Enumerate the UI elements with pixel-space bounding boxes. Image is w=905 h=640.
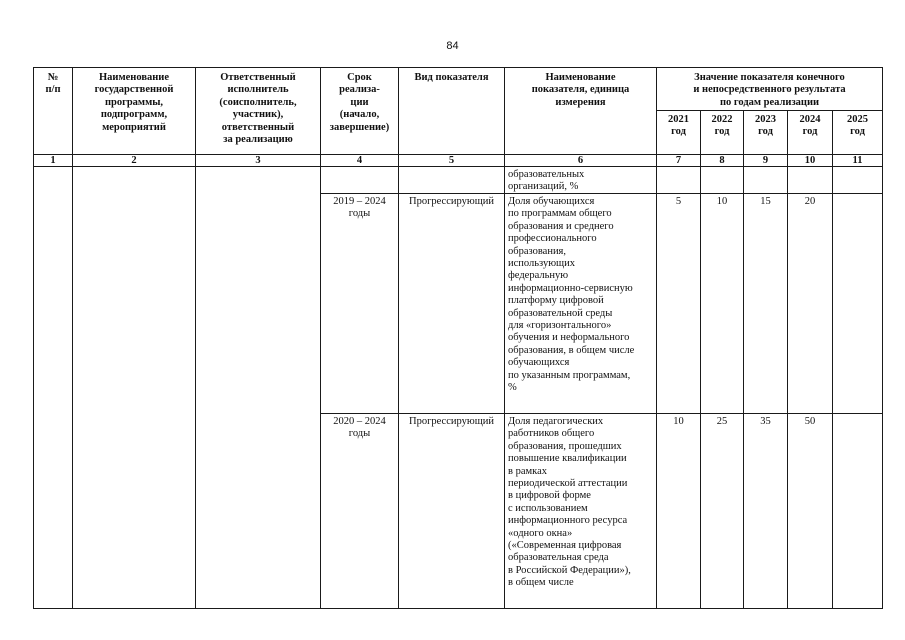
table-row-indicator: Доля педагогических работников общего образования, прошедших повышение квалификации в рамках периодической аттестации в цифровой форме с использованием информационного ресурса «одного окна» («Современная цифровая образовательная среда в Российской Федерации»), в общем числе xyxy=(508,416,631,589)
header-term: Срок реализа- ции (начало, завершение) xyxy=(329,72,390,133)
header-indicator-name: Наименование показателя, единица измерения xyxy=(531,72,630,108)
table-cell-2021: 10 xyxy=(673,416,684,427)
table-row-type: Прогрессирующий xyxy=(408,416,495,427)
col-number-9: 9 xyxy=(762,155,769,166)
col-number-5: 5 xyxy=(448,155,455,166)
col-number-10: 10 xyxy=(804,155,816,166)
col-line-0 xyxy=(33,67,34,609)
table-cell-2023: 15 xyxy=(760,196,771,207)
col-line-4 xyxy=(398,67,399,609)
header-year-2021: 2021 год xyxy=(668,114,689,138)
col-number-6: 6 xyxy=(577,155,584,166)
page-number: 84 xyxy=(446,40,459,52)
header-program-name: Наименование государственной программы, подпрограмм, мероприятий xyxy=(94,72,174,133)
table-border-top xyxy=(33,67,883,68)
table-border-bottom xyxy=(33,608,883,609)
header-year-2024: 2024 год xyxy=(799,114,821,138)
header-values: Значение показателя конечного и непосредственного результата по годам реализации xyxy=(693,72,846,108)
table-cell-2022: 10 xyxy=(716,196,728,207)
table-row-indicator: Доля обучающихся по программам общего образования и среднего профессионального образования, использующих федеральную информационно-сервисную платформу цифровой образовательной среды для «горизонтального» обучения и неформального образования, в общем числе обучающихся по указанным программам, % xyxy=(508,196,635,394)
col-number-2: 2 xyxy=(131,155,137,166)
col-number-4: 4 xyxy=(356,155,363,166)
header-year-2023: 2023 год xyxy=(755,114,776,138)
table-cell-2021: 5 xyxy=(675,196,682,207)
col-line-7 xyxy=(700,110,701,609)
table-row-term: 2019 – 2024 годы xyxy=(333,196,386,220)
header-indicator-type: Вид показателя xyxy=(414,72,489,83)
col-line-3 xyxy=(320,67,321,609)
col-line-2 xyxy=(195,67,196,609)
table-cell-2024: 20 xyxy=(804,196,816,207)
col-number-7: 7 xyxy=(675,155,682,166)
header-executor: Ответственный исполнитель (соисполнитель, участник), ответственный за реализацию xyxy=(219,72,297,146)
header-year-2025: 2025 год xyxy=(847,114,868,138)
col-line-9 xyxy=(787,110,788,609)
col-number-8: 8 xyxy=(719,155,725,166)
table-cell-2023: 35 xyxy=(760,416,771,427)
table-cell-2024: 50 xyxy=(804,416,816,427)
col-number-11: 11 xyxy=(852,155,863,166)
col-line-6 xyxy=(656,67,657,609)
col-line-1 xyxy=(72,67,73,609)
years-divider xyxy=(656,110,883,111)
col-line-11 xyxy=(882,67,883,609)
col-number-1: 1 xyxy=(50,155,56,166)
col-number-3: 3 xyxy=(255,155,261,166)
col-line-5 xyxy=(504,67,505,609)
table-row-term: 2020 – 2024 годы xyxy=(333,416,386,440)
table-cell-2022: 25 xyxy=(716,416,728,427)
table-row-type: Прогрессирующий xyxy=(408,196,495,207)
header-num: № п/п xyxy=(45,72,61,96)
table-row-indicator: образовательных организаций, % xyxy=(508,169,585,193)
row-divider-2 xyxy=(320,413,883,414)
header-year-2022: 2022 год xyxy=(711,114,733,138)
col-line-8 xyxy=(743,110,744,609)
col-line-10 xyxy=(832,110,833,609)
